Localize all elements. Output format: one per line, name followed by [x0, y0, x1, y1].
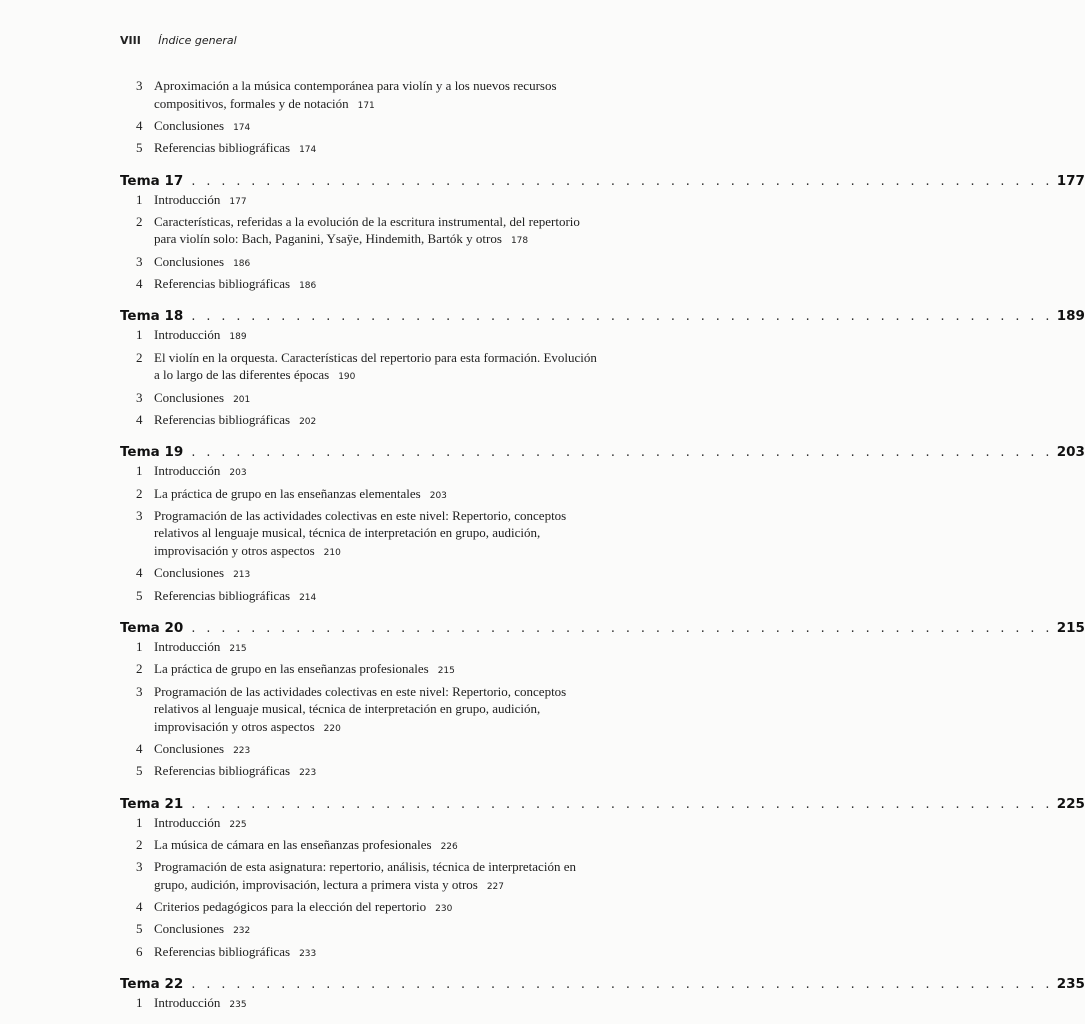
dot-leader: . . . . . . . . . . . . . . . . . . . . . . . . . . . . . . . . . . . . . . . . . . . . . . . . . . . . . . . . . . [191, 308, 1053, 325]
toc-entry [120, 117, 634, 138]
toc-entry [120, 920, 634, 941]
toc-entry [120, 858, 634, 896]
entry-number: 5 [136, 921, 143, 937]
dot-leader: . . . . . . . . . . . . . . . . . . . . . . . . . . . . . . . . . . . . . . . . . . . . . . . . . . . . . . . . . . [191, 444, 1053, 461]
entry-page: 190 [338, 372, 356, 383]
dot-leader: . . . . . . . . . . . . . . . . . . . . . . . . . . . . . . . . . . . . . . . . . . . . . . . . . . . . . . . . . . [191, 620, 1053, 637]
toc-entry [120, 814, 634, 835]
entry-number: 4 [136, 117, 143, 133]
entry-title: Características, referidas a la evolución de la escritura instrumental, del repertorio para violín solo: Bach, Paganini, Ysaÿe, Hindemith, Bartók y otros [154, 213, 580, 247]
entry-title: Referencias bibliográficas [154, 587, 291, 603]
entry-page: 215 [229, 644, 247, 655]
tema-heading [120, 795, 1085, 812]
entry-title: Conclusiones [154, 389, 225, 405]
entry-number: 4 [136, 275, 143, 291]
entry-title: Programación de las actividades colectivas en este nivel: Repertorio, conceptos relativos al lenguaje musical, técnica de interpretación en grupo, audición, improvisación y otros aspectos [154, 507, 567, 558]
toc-entry [120, 349, 634, 387]
entry-title: Conclusiones [154, 921, 225, 937]
tema-label: Tema 18 [120, 308, 184, 325]
entry-page: 230 [435, 904, 453, 915]
entry-page: 201 [233, 394, 251, 405]
entry-page: 223 [233, 745, 251, 756]
entry-page: 223 [299, 768, 317, 779]
tema-page: 189 [1056, 308, 1085, 325]
tema-page: 177 [1056, 172, 1085, 189]
entry-number: 4 [136, 565, 143, 581]
entry-number: 1 [136, 814, 143, 830]
entry-title: Introducción [154, 191, 221, 207]
tema-page: 215 [1056, 620, 1085, 637]
toc-entry [120, 485, 634, 506]
toc-entry [120, 139, 634, 160]
tema-page: 225 [1056, 795, 1085, 812]
entry-title: Criterios pedagógicos para la elección del repertorio [154, 899, 427, 915]
tema-label: Tema 20 [120, 620, 184, 637]
entry-number: 4 [136, 740, 143, 756]
entry-number: 1 [136, 995, 143, 1011]
toc-entry [120, 683, 634, 739]
toc-entry [120, 587, 634, 608]
entry-page: 174 [299, 145, 317, 156]
entry-title: Referencias bibliográficas [154, 140, 291, 156]
tema-heading [120, 172, 1085, 189]
tema-label: Tema 22 [120, 976, 184, 993]
dot-leader: . . . . . . . . . . . . . . . . . . . . . . . . . . . . . . . . . . . . . . . . . . . . . . . . . . . . . . . . . . [191, 976, 1053, 993]
entry-number: 1 [136, 327, 143, 343]
entry-title: La música de cámara en las enseñanzas profesionales [154, 837, 432, 853]
tema-label: Tema 21 [120, 795, 184, 812]
entry-title: La práctica de grupo en las enseñanzas profesionales [154, 661, 429, 677]
tema-heading [120, 444, 1085, 461]
toc-entry [120, 564, 634, 585]
entry-title: Conclusiones [154, 740, 225, 756]
toc-entry [120, 389, 634, 410]
entry-page: 210 [323, 547, 341, 558]
entry-page: 214 [299, 592, 317, 603]
entry-number: 3 [136, 507, 143, 523]
entry-title: Referencias bibliográficas [154, 411, 291, 427]
dot-leader: . . . . . . . . . . . . . . . . . . . . . . . . . . . . . . . . . . . . . . . . . . . . . . . . . . . . . . . . . . [191, 795, 1053, 812]
entry-page: 233 [299, 948, 317, 959]
entry-page: 235 [229, 1000, 247, 1011]
table-of-contents [120, 77, 1085, 1017]
entry-title: El violín en la orquesta. Características del repertorio para esta formación. Evolución a lo largo de las diferentes épocas [154, 349, 597, 383]
entry-number: 3 [136, 683, 143, 699]
toc-entry [120, 898, 634, 919]
entry-page: 232 [233, 926, 251, 937]
entry-title: Conclusiones [154, 117, 225, 133]
entry-title: Referencias bibliográficas [154, 275, 291, 291]
entry-number: 5 [136, 587, 143, 603]
entry-page: 171 [357, 100, 375, 111]
entry-page: 220 [323, 723, 341, 734]
entry-page: 177 [229, 196, 247, 207]
toc-entry [120, 507, 634, 563]
entry-title: Conclusiones [154, 565, 225, 581]
toc-entry [120, 943, 634, 964]
toc-entry [120, 638, 634, 659]
toc-entry [120, 660, 634, 681]
entry-title: Introducción [154, 327, 221, 343]
running-title: Índice general [158, 34, 237, 47]
dot-leader: . . . . . . . . . . . . . . . . . . . . . . . . . . . . . . . . . . . . . . . . . . . . . . . . . . . . . . . . . . [191, 172, 1053, 189]
entry-title: Referencias bibliográficas [154, 943, 291, 959]
entry-number: 3 [136, 78, 143, 93]
tema-label: Tema 19 [120, 444, 184, 461]
entry-page: 227 [486, 881, 505, 892]
entry-number: 2 [136, 661, 143, 677]
entry-page: 178 [510, 236, 529, 247]
entry-title: Aproximación a la música contemporánea para violín y a los nuevos recursos compositivos, formales y de notación [154, 78, 557, 111]
entry-page: 186 [233, 258, 251, 269]
entry-number: 2 [136, 485, 143, 501]
entry-number: 4 [136, 899, 143, 915]
tema-label: Tema 17 [120, 172, 184, 189]
tema-page: 235 [1056, 976, 1085, 993]
entry-title: Introducción [154, 995, 221, 1011]
entry-title: Introducción [154, 639, 221, 655]
entry-number: 3 [136, 859, 143, 875]
entry-page: 203 [429, 490, 447, 501]
entry-page: 226 [440, 842, 458, 853]
tema-heading [120, 308, 1085, 325]
entry-title: La práctica de grupo en las enseñanzas elementales [154, 485, 421, 501]
entry-number: 1 [136, 639, 143, 655]
toc-entry [120, 275, 634, 296]
toc-entry [120, 762, 634, 783]
entry-number: 2 [136, 837, 143, 853]
entry-number: 5 [136, 763, 143, 779]
entry-number: 3 [136, 253, 143, 269]
entry-page: 202 [299, 416, 317, 427]
entry-title: Programación de las actividades colectivas en este nivel: Repertorio, conceptos relativos al lenguaje musical, técnica de interpretación en grupo, audición, improvisación y otros aspectos [154, 683, 567, 734]
entry-page: 225 [229, 819, 247, 830]
entry-title: Conclusiones [154, 253, 225, 269]
page-number: VIII [120, 34, 141, 47]
toc-entry [120, 740, 634, 761]
entry-number: 2 [136, 213, 143, 229]
toc-entry [120, 462, 634, 483]
running-header [120, 34, 237, 47]
toc-entry [120, 213, 634, 251]
entry-number: 5 [136, 140, 143, 156]
toc-entry [120, 253, 634, 274]
toc-entry [120, 411, 634, 432]
entry-page: 215 [437, 666, 455, 677]
entry-title: Referencias bibliográficas [154, 763, 291, 779]
entry-page: 213 [233, 570, 251, 581]
toc-entry [120, 326, 634, 347]
entry-page: 203 [229, 468, 247, 479]
entry-number: 1 [136, 191, 143, 207]
toc-entry [120, 191, 634, 212]
entry-title: Introducción [154, 463, 221, 479]
toc-entry [120, 994, 634, 1015]
toc-entry [120, 836, 634, 857]
tema-heading [120, 620, 1085, 637]
entry-title: Introducción [154, 814, 221, 830]
entry-number: 6 [136, 943, 143, 959]
entry-page: 189 [229, 332, 247, 343]
entry-page: 174 [233, 122, 251, 133]
entry-title: Programación de esta asignatura: repertorio, análisis, técnica de interpretación en grupo, audición, improvisación, lectura a primera vista y otros [154, 859, 576, 892]
tema-page: 203 [1056, 444, 1085, 461]
entry-number: 2 [136, 349, 143, 365]
entry-number: 1 [136, 463, 143, 479]
entry-number: 4 [136, 411, 143, 427]
entry-page: 186 [299, 280, 317, 291]
tema-heading [120, 976, 1085, 993]
entry-number: 3 [136, 389, 143, 405]
toc-entry [120, 77, 634, 115]
